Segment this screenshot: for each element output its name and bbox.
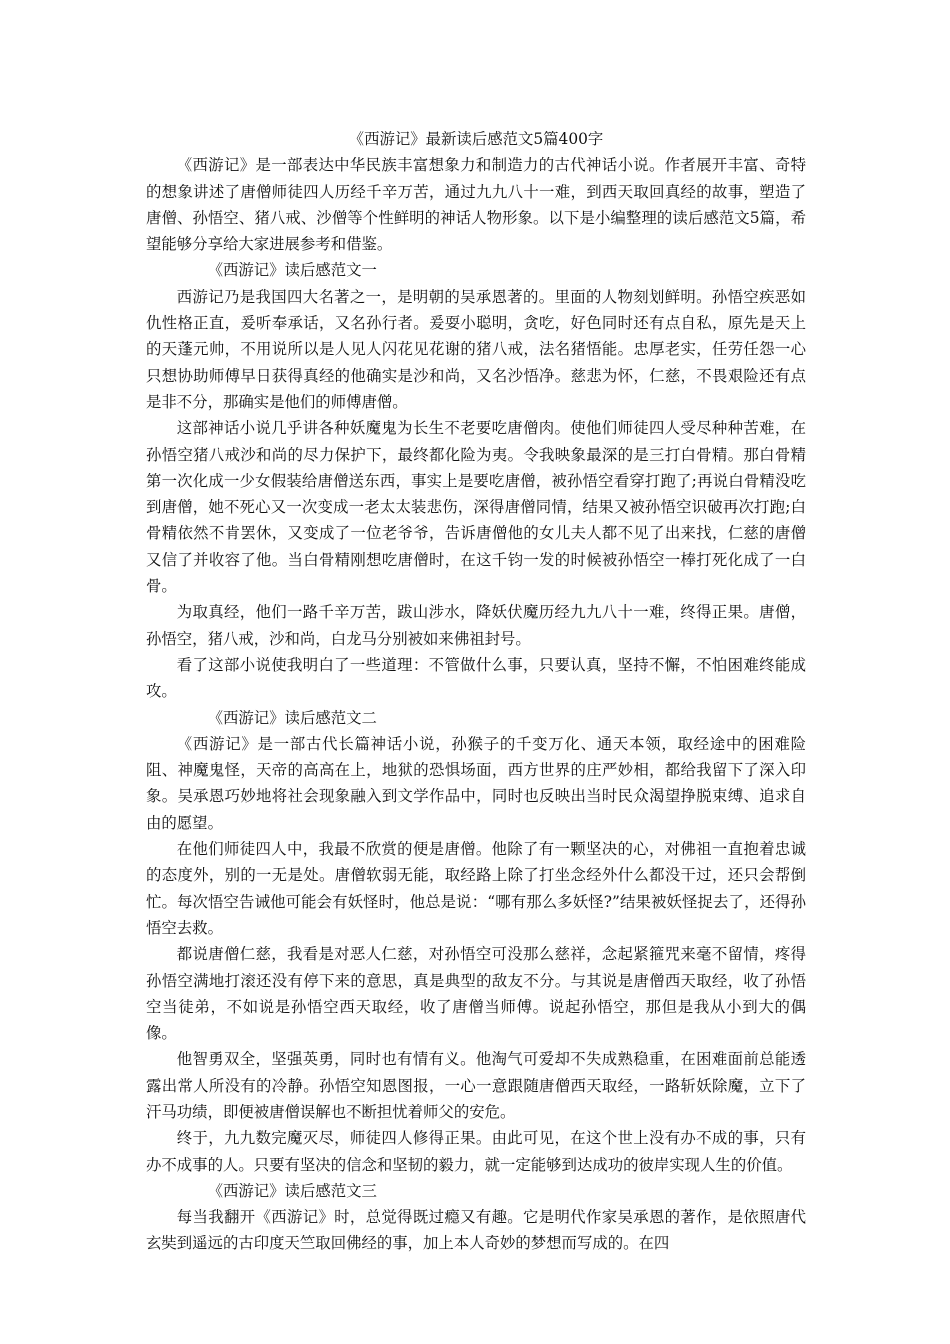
document-page [146, 126, 806, 1257]
section-heading: 《西游记》读后感范文三 [207, 1181, 377, 1200]
section-paragraph: 都说唐僧仁慈，我看是对恶人仁慈，对孙悟空可没那么慈祥，念起紧箍咒来毫不留情，疼得孙悟空满地打滚还没有停下来的意思，真是典型的敌友不分。与其说是唐僧西天取经，收了孙悟空当徒弟，不如说是孙悟空西天取经，收了唐僧当师傅。说起孙悟空，那但是我从小到大的偶像。 [146, 945, 806, 1043]
section-paragraph: 看了这部小说使我明白了一些道理：不管做什么事，只要认真，坚持不懈，不怕困难终能成攻。 [146, 655, 806, 701]
section-paragraph: 为取真经，他们一路千辛万苦，跋山涉水，降妖伏魔历经九九八十一难，终得正果。唐僧，孙悟空，猪八戒，沙和尚，白龙马分别被如来佛祖封号。 [146, 603, 806, 648]
section-paragraph: 《西游记》是一部古代长篇神话小说，孙猴子的千变万化、通天本领，取经途中的困难险阻、神魔鬼怪，天帝的高高在上，地狱的恐惧场面，西方世界的庄严妙相，都给我留下了深入印象。吴承恩巧妙地将社会现象融入到文学作品中，同时也反映出当时民众渴望挣脱束缚、追求自由的愿望。 [146, 734, 806, 832]
section-heading: 《西游记》读后感范文二 [207, 708, 377, 727]
section-heading: 《西游记》读后感范文一 [207, 261, 377, 280]
section-paragraph: 终于，九九数完魔灭尽，师徒四人修得正果。由此可见，在这个世上没有办不成的事，只有办不成事的人。只要有坚决的信念和坚韧的毅力，就一定能够到达成功的彼岸实现人生的价值。 [146, 1129, 806, 1174]
section-paragraph: 在他们师徒四人中，我最不欣赏的便是唐僧。他除了有一颗坚决的心，对佛祖一直抱着忠诚的态度外，别的一无是处。唐僧软弱无能，取经路上除了打坐念经外什么都没干过，还只会帮倒忙。每次悟空告诫他可能会有妖怪时，他总是说：“哪有那么多妖怪?”结果被妖怪捉去了，还得孙悟空去救。 [146, 840, 806, 937]
intro-paragraph: 《西游记》是一部表达中华民族丰富想象力和制造力的古代神话小说。作者展开丰富、奇特的想象讲述了唐僧师徒四人历经千辛万苦，通过九九八十一难，到西天取回真经的故事，塑造了唐僧、孙悟空、猪八戒、沙僧等个性鲜明的神话人物形象。以下是小编整理的读后感范文5篇，希望能够分享给大家进展参考和借鉴。 [146, 156, 806, 254]
section-paragraph: 这部神话小说几乎讲各种妖魔鬼为长生不老要吃唐僧肉。使他们师徒四人受尽种种苦难，在孙悟空猪八戒沙和尚的尽力保护下，最终都化险为夷。令我映象最深的是三打白骨精。那白骨精第一次化成一少女假装给唐僧送东西，事实上是要吃唐僧，被孙悟空看穿打跑了;再说白骨精没吃到唐僧，她不死心又一次变成一老太太装悲伤，深得唐僧同情，结果又被孙悟空识破再次打跑;白骨精依然不肯罢休，又变成了一位老爷爷，告诉唐僧他的女儿夫人都不见了出来找，仁慈的唐僧又信了并收容了他。当白骨精刚想吃唐僧时，在这千钧一发的时候被孙悟空一棒打死化成了一白骨。 [146, 419, 806, 596]
section-paragraph: 每当我翻开《西游记》时，总觉得既过瘾又有趣。它是明代作家吴承恩的著作，是依照唐代玄奘到遥远的古印度天竺取回佛经的事，加上本人奇妙的梦想而写成的。在四 [146, 1208, 806, 1253]
document-title: 《西游记》最新读后感范文5篇400字 [348, 130, 604, 148]
section-1 [146, 257, 806, 704]
section-2 [146, 705, 806, 1178]
section-paragraph: 西游记乃是我国四大名著之一，是明朝的吴承恩著的。里面的人物刻划鲜明。孙悟空疾恶如仇性格正直，爰听奉承话，又名孙行者。爰耍小聪明，贪吃，好色同时还有点自私，原先是天上的天蓬元帅，不用说所以是人见人闪花见花谢的猪八戒，法名猪悟能。忠厚老实，任劳任怨一心只想协助师傅早日获得真经的他确实是沙和尚，又名沙悟净。慈悲为怀，仁慈，不畏艰险还有点是非不分，那确实是他们的师傅唐僧。 [146, 287, 806, 411]
section-paragraph: 他智勇双全，坚强英勇，同时也有情有义。他淘气可爱却不失成熟稳重，在困难面前总能透露出常人所没有的冷静。孙悟空知恩图报，一心一意跟随唐僧西天取经，一路斩妖除魔，立下了汗马功绩，即便被唐僧误解也不断担忧着师父的安危。 [146, 1050, 806, 1121]
section-3 [146, 1178, 806, 1257]
